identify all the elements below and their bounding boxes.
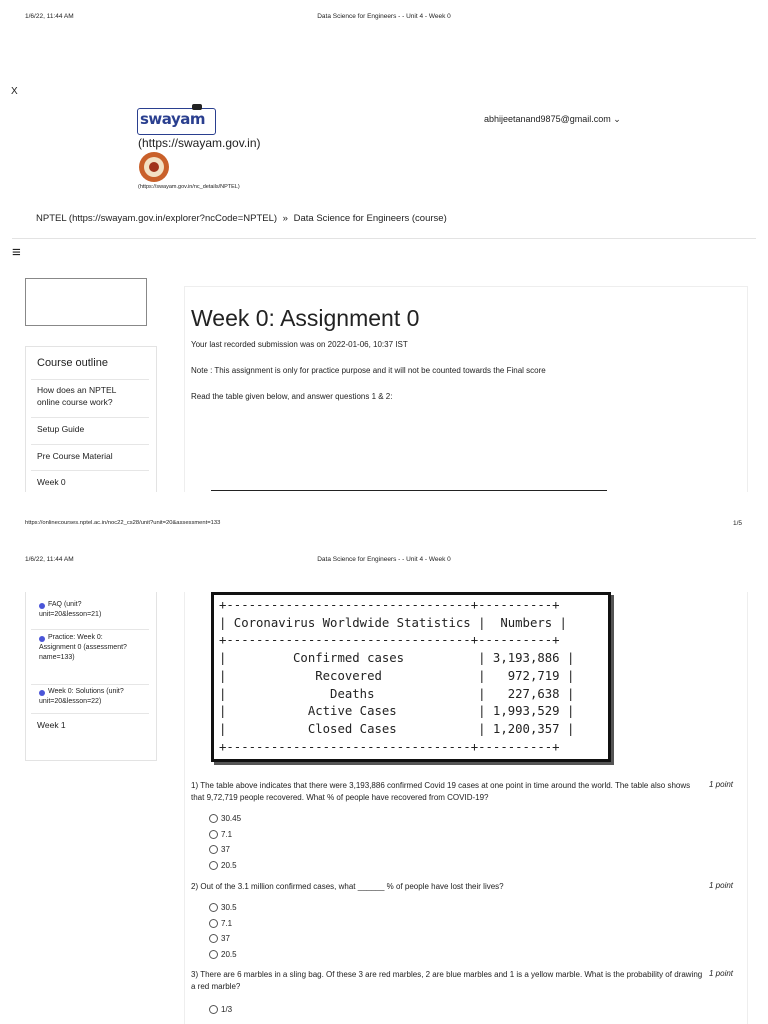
radio-icon[interactable] [209,903,218,912]
q2-option-3[interactable]: 37 [209,934,230,943]
question-2-points: 1 point [709,881,734,890]
sidebar-item-how-nptel[interactable]: How does an NPTEL online course work? [37,385,117,407]
radio-icon[interactable] [209,1005,218,1014]
swayam-logo-text: swayam [140,110,205,128]
menu-icon[interactable]: ≡ [12,244,21,261]
radio-icon[interactable] [209,919,218,928]
course-outline [25,346,157,492]
sidebar-item-practice[interactable]: Practice: Week 0: Assignment 0 (assessment?name=133) [39,634,127,661]
question-1-points: 1 point [709,780,734,789]
swayam-logo[interactable] [137,104,217,136]
print-title-2: Data Science for Engineers - - Unit 4 - Week 0 [317,556,451,563]
table-row: | Recovered | 972,719 | [219,668,575,683]
question-3-text: 3) There are 6 marbles in a sling bag. Of these 3 are red marbles, 2 are blue marbles and 1 is a yellow marble. What is the probability of drawing a red marble? [191,970,703,991]
footer-page: 1/5 [733,520,743,527]
table-row: | Active Cases | 1,993,529 | [219,704,575,719]
breadcrumb-separator: » [282,213,288,224]
practice-note: Note : This assignment is only for practice purpose and it will not be counted towards the Final score [191,366,546,375]
sidebar-item-week-1[interactable]: Week 1 [37,720,66,730]
sidebar-item-faq[interactable]: FAQ (unit?unit=20&lesson=21) [39,601,102,618]
radio-icon[interactable] [209,845,218,854]
radio-icon[interactable] [209,861,218,870]
bullet-icon [39,603,45,609]
sidebar-item-setup-guide[interactable]: Setup Guide [37,424,85,434]
sidebar-item-solutions[interactable]: Week 0: Solutions (unit?unit=20&lesson=22) [39,688,124,705]
breadcrumb-nptel[interactable]: NPTEL (https://swayam.gov.in/explorer?ncCode=NPTEL) [36,213,278,224]
user-menu[interactable] [484,114,621,125]
footer-url: https://onlinecourses.nptel.ac.in/noc22_cs28/unit?unit=20&assessment=133 [25,520,221,526]
question-2-text: 2) Out of the 3.1 million confirmed cases, what ______ % of people have lost their lives? [191,882,504,891]
q1-option-3[interactable]: 37 [209,845,230,854]
q1-option-2[interactable]: 7.1 [209,830,232,839]
radio-icon[interactable] [209,814,218,823]
table-row: | Confirmed cases | 3,193,886 | [219,651,575,666]
q1-option-4[interactable]: 20.5 [209,861,237,870]
nptel-link[interactable]: (https://swayam.gov.in/nc_details/NPTEL) [138,184,240,190]
course-outline-continued [25,592,157,761]
course-outline-heading: Course outline [37,357,108,369]
print-date: 1/6/22, 11:44 AM [25,13,74,20]
print-date-2: 1/6/22, 11:44 AM [25,556,74,563]
page-title: Week 0: Assignment 0 [191,305,420,331]
q1-option-1[interactable]: 30.45 [209,814,241,823]
breadcrumb [36,213,447,224]
close-button[interactable]: X [11,86,18,97]
table-row: | Closed Cases | 1,200,357 | [219,721,575,736]
q2-option-1[interactable]: 30.5 [209,903,237,912]
q2-option-2[interactable]: 7.1 [209,919,232,928]
nptel-logo-icon[interactable] [139,152,169,182]
table-row: | Deaths | 227,638 | [219,686,575,701]
q2-option-4[interactable]: 20.5 [209,950,237,959]
swayam-link[interactable]: (https://swayam.gov.in) [138,136,261,150]
sidebar-item-week-0[interactable]: Week 0 [37,477,66,487]
user-email: abhijeetanand9875@gmail.com [484,114,611,124]
covid-stats-table [211,592,611,762]
bullet-icon [39,636,45,642]
header-divider [12,238,756,239]
chevron-down-icon: ⌄ [613,114,621,124]
q3-option-1[interactable]: 1/3 [209,1005,232,1014]
print-title: Data Science for Engineers - - Unit 4 - Week 0 [317,13,451,20]
breadcrumb-course[interactable]: Data Science for Engineers (course) [293,213,447,224]
table-border: +---------------------------------+----------+ [219,633,560,648]
table-header-row: | Coronavirus Worldwide Statistics | Numbers | [219,615,567,630]
sidebar-search-box[interactable] [25,278,147,326]
question-1-text: 1) The table above indicates that there were 3,193,886 confirmed Covid 19 cases at one point in time around the world. The table also shows that 9,72,719 people recovered. What % of people have recovered from COVID-19? [191,781,691,802]
table-instruction: Read the table given below, and answer questions 1 & 2: [191,392,393,401]
table-border: +---------------------------------+----------+ [219,598,560,612]
sidebar-item-pre-course[interactable]: Pre Course Material [37,451,113,461]
bullet-icon [39,690,45,696]
submission-info: Your last recorded submission was on 2022-01-06, 10:37 IST [191,340,408,349]
question-3-points: 1 point [709,969,734,978]
table-top-edge [211,490,607,491]
table-border: +---------------------------------+----------+ [219,739,560,754]
radio-icon[interactable] [209,934,218,943]
radio-icon[interactable] [209,830,218,839]
radio-icon[interactable] [209,950,218,959]
